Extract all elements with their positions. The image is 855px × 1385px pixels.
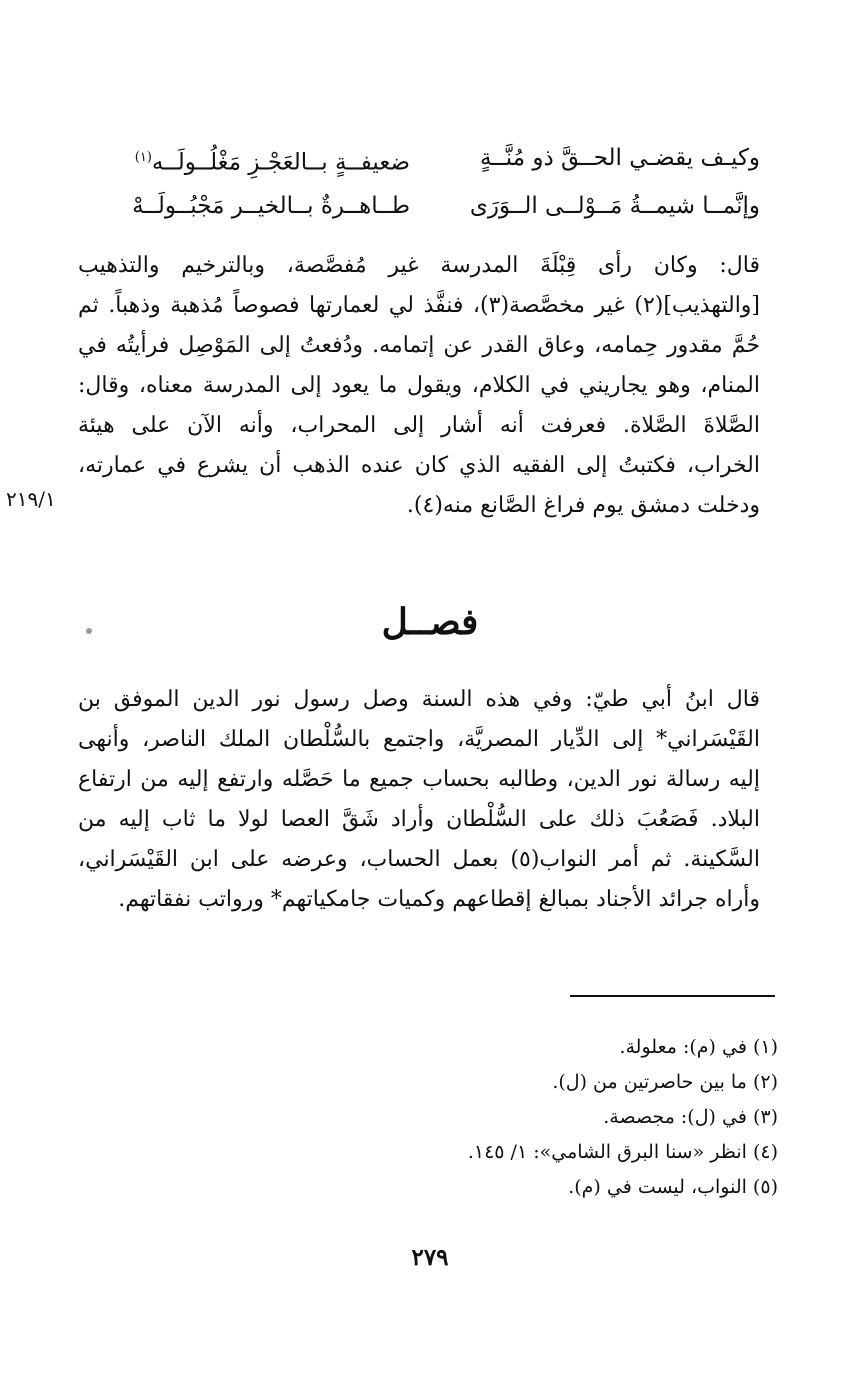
text-line: [والتهذيب](٢) غير مخصَّصة(٣)، فنفَّذ لي لعمارتها فصوصاً مُذهبة وذهباً. ثم	[78, 293, 760, 318]
footnote: (٣) في (ل): مجصصة.	[603, 1106, 778, 1128]
margin-reference: ٢١٩/١	[6, 487, 56, 511]
verse-first-hemistich: وكيـف يقضـي الحــقَّ ذو مُنَّــةٍ	[480, 145, 760, 171]
poetry-block	[100, 134, 760, 230]
paragraph-2	[78, 680, 760, 920]
verse-second-hemistich: طــاهــرةٌ بــالخيــر مَجْبُــولَــهْ	[132, 193, 410, 219]
text-line: الخراب، فكتبتُ إلى الفقيه الذي كان عنده الذهب أن يشرع في عمارته،	[78, 453, 760, 478]
footnote: (٤) انظر «سنا البرق الشامي»: ١/ ١٤٥.	[467, 1141, 778, 1163]
text-line: السَّكينة. ثم أمر النواب(٥) بعمل الحساب، وعرضه على ابن القَيْسَراني،	[78, 847, 760, 872]
footnote: (١) في (م): معلولة.	[619, 1036, 778, 1058]
ink-speck	[86, 628, 92, 634]
footnote-separator	[570, 995, 775, 997]
page-number: ٢٧٩	[411, 1244, 449, 1271]
footnote: (٢) ما بين حاصرتين من (ل).	[552, 1071, 778, 1093]
text-line: الصَّلاةَ الصَّلاة. فعرفت أنه أشار إلى المحراب، وأنه الآن على هيئة	[78, 413, 760, 438]
footnotes	[300, 1030, 778, 1205]
footnote: (٥) النواب، ليست في (م).	[568, 1176, 778, 1198]
text-line: وأراه جرائد الأجناد بمبالغ إقطاعهم وكميات جامكياتهم* ورواتب نفقاتهم.	[118, 887, 760, 912]
text-line: قال: وكان رأى قِبْلَةَ المدرسة غير مُفصَّصة، وبالترخيم والتذهيب	[78, 253, 760, 278]
footnote-marker: (١)	[134, 150, 152, 165]
text-line: البلاد. فَصَعُبَ ذلك على السُّلْطان وأراد شَقَّ العصا لولا ما ثاب إليه من	[78, 807, 760, 832]
text-line: القَيْسَراني* إلى الدِّيار المصريَّة، واجتمع بالسُّلْطان الملك الناصر، وأنهى	[78, 727, 760, 752]
paragraph-1	[78, 246, 760, 526]
section-heading: فصــل	[381, 601, 479, 643]
text-line: قال ابنُ أبي طيّ: وفي هذه السنة وصل رسول نور الدين الموفق بن	[78, 687, 760, 712]
text-line: إليه رسالة نور الدين، وطالبه بحساب جميع ما حَصَّله وارتفع إليه من ارتفاع	[78, 767, 760, 792]
text-line: حُمَّ مقدور حِمامه، وعاق القدر عن إتمامه. ودُفعتُ إلى المَوْصِل فرأيتُه في	[78, 333, 760, 358]
verse-line	[100, 134, 760, 182]
verse-first-hemistich: وإنَّمــا شيمــةُ مَــوْلــى الــوَرَى	[469, 193, 760, 219]
text-line: ودخلت دمشق يوم فراغ الصَّانع منه(٤).	[406, 493, 760, 518]
verse-text: ضعيفــةٍ بــالعَجْـزِ مَغْلُــولَــه	[151, 149, 410, 176]
text-line: المنام، وهو يجاريني في الكلام، ويقول ما يعود إلى المدرسة معناه، وقال:	[78, 373, 760, 398]
verse-second-hemistich	[100, 134, 410, 187]
verse-line	[100, 182, 760, 230]
